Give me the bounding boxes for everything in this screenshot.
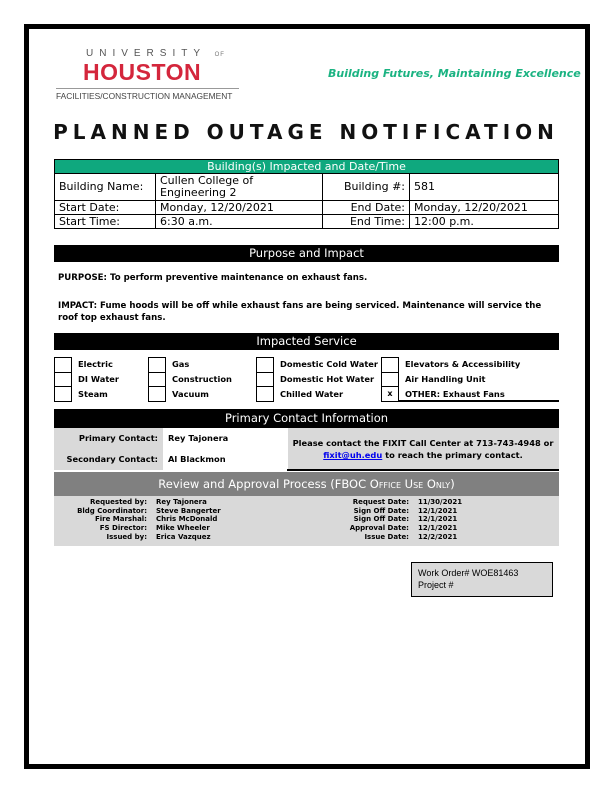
review-name: Mike Wheeler [156,524,210,533]
impact-text: IMPACT: Fume hoods will be off while exhaust fans are being serviced. Maintenance will service the roof top exhaust fans. [58,301,542,323]
start-time-label: Start Time: [55,215,156,229]
end-time-value: 12:00 p.m. [410,215,559,229]
service-label: Domestic Hot Water [280,374,375,384]
work-order-number: Work Order# WOE81463 [418,568,519,578]
service-label: Gas [172,359,190,369]
project-number: Project # [418,580,454,590]
service-checkbox[interactable]: x [381,387,399,402]
service-checkbox[interactable] [148,357,166,373]
service-checkbox[interactable] [256,357,274,373]
end-time-label: End Time: [323,215,410,229]
service-label: DI Water [78,374,120,384]
service-checkbox[interactable] [256,372,274,387]
service-label: Construction [172,374,232,384]
contact-divider [287,469,559,471]
review-role-label: FS Director: [99,524,147,533]
review-date: 12/1/2021 [418,524,458,533]
service-checkbox[interactable] [54,372,72,387]
review-role-label: Fire Marshal: [94,515,147,524]
other-underline [398,400,559,402]
building-name-value: Cullen College of Engineering 2 [156,174,323,201]
purpose-section-header: Purpose and Impact [54,245,559,262]
review-date: 12/2/2021 [418,532,458,541]
review-date-label: Issue Date: [364,532,409,541]
review-date-label: Sign Off Date: [353,506,409,515]
end-date-value: Monday, 12/20/2021 [410,201,559,215]
service-label: OTHER: Exhaust Fans [405,389,505,399]
building-table [54,159,559,229]
service-checkbox[interactable] [256,387,274,402]
fixit-note: Please contact the FIXIT Call Center at 713-743-4948 or fixit@uh.edu to reach the primary contact. [292,438,554,460]
service-checkbox[interactable] [54,387,72,402]
start-date-label: Start Date: [55,201,156,215]
services-section-header: Impacted Service [54,333,559,350]
logo-university-text: UNIVERSITY OF [86,48,225,59]
review-role-label: Bldg Coordinator: [77,506,147,515]
service-label: Elevators & Accessibility [405,359,521,369]
service-checkbox[interactable] [381,357,399,373]
secondary-contact-value: Al Blackmon [168,454,226,464]
review-section-header: Review and Approval Process (FBOC Office Use Only) [54,472,559,496]
service-label: Vacuum [172,389,209,399]
review-date: 11/30/2021 [418,498,463,506]
building-name-label: Building Name: [55,174,156,201]
building-number-value: 581 [410,174,559,201]
service-label: Air Handling Unit [405,374,486,384]
service-checkbox[interactable] [381,372,399,387]
logo-houston-text: HOUSTON [83,59,202,85]
service-label: Domestic Cold Water [280,359,379,369]
document-title: PLANNED OUTAGE NOTIFICATION [53,120,559,144]
review-date: 12/1/2021 [418,506,458,515]
logo-department: FACILITIES/CONSTRUCTION MANAGEMENT [56,91,233,101]
review-name: Steve Bangerter [156,506,221,515]
service-checkbox[interactable] [54,357,72,373]
purpose-text: PURPOSE: To perform preventive maintenance on exhaust fans. [58,273,368,283]
service-label: Steam [78,389,108,399]
work-order-box [411,562,553,597]
service-label: Electric [78,359,113,369]
contact-section-header: Primary Contact Information [54,409,559,428]
building-section-header: Building(s) Impacted and Date/Time [55,160,559,174]
primary-contact-label: Primary Contact: [78,433,158,443]
review-name: Rey Tajonera [156,498,207,506]
tagline: Building Futures, Maintaining Excellence [328,67,581,80]
start-time-value: 6:30 a.m. [156,215,323,229]
building-number-label: Building #: [323,174,410,201]
service-checkbox[interactable] [148,387,166,402]
primary-contact-value: Rey Tajonera [168,433,229,443]
review-role-label: Requested by: [90,498,147,506]
fixit-email-link[interactable]: fixit@uh.edu [323,450,383,460]
review-date-label: Request Date: [352,498,409,506]
review-date: 12/1/2021 [418,515,458,524]
secondary-contact-label: Secondary Contact: [66,454,158,464]
review-name: Erica Vazquez [156,532,211,541]
service-checkbox[interactable] [148,372,166,387]
review-date-label: Approval Date: [349,524,409,533]
end-date-label: End Date: [323,201,410,215]
logo-divider [56,88,239,89]
start-date-value: Monday, 12/20/2021 [156,201,323,215]
service-label: Chilled Water [280,389,344,399]
review-date-label: Sign Off Date: [353,515,409,524]
review-name: Chris McDonald [156,515,218,524]
review-role-label: Issued by: [106,532,147,541]
